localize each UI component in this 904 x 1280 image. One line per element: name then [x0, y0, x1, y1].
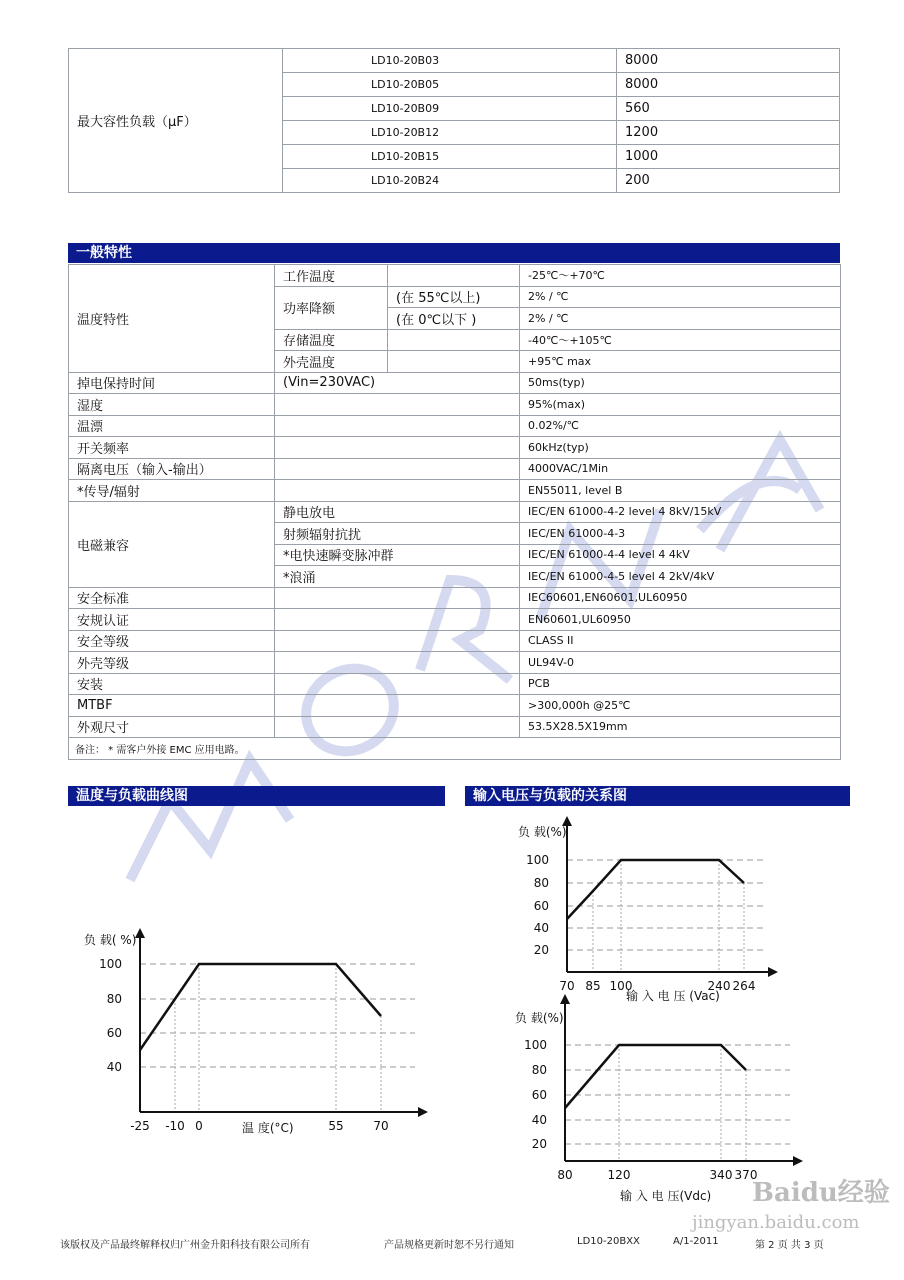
footer-version: A/1-2011: [673, 1236, 719, 1247]
value-cell: 560: [617, 97, 840, 121]
mounting-value: PCB: [520, 673, 841, 695]
humidity-label: 湿度: [69, 394, 275, 416]
emc-label: 电磁兼容: [69, 501, 275, 587]
case-grade-value: UL94V-0: [520, 652, 841, 674]
isolation-value: 4000VAC/1Min: [520, 458, 841, 480]
case-grade-label: 外壳等级: [69, 652, 275, 674]
derating-value: 2% / ℃: [520, 308, 841, 330]
y-tick-label: 80: [533, 876, 549, 890]
y-tick-label: 60: [531, 1088, 547, 1102]
derating-label: 功率降额: [275, 286, 388, 329]
x-tick-label: 0: [195, 1119, 203, 1133]
holdup-value: 50ms(typ): [520, 372, 841, 394]
safety-std-label: 安全标准: [69, 587, 275, 609]
esd-value: IEC/EN 61000-4-2 level 4 8kV/15kV: [520, 501, 841, 523]
surge-value: IEC/EN 61000-4-5 level 4 2kV/4kV: [520, 566, 841, 588]
y-tick-label: 100: [526, 853, 549, 867]
mtbf-label: MTBF: [69, 695, 275, 717]
isolation-label: 隔离电压（输入-输出）: [69, 458, 275, 480]
y-tick-label: 100: [99, 957, 122, 971]
x-axis-label: 输 入 电 压(Vdc): [620, 1189, 712, 1203]
y-axis-label: 负 载(%): [515, 1011, 564, 1025]
rs-value: IEC/EN 61000-4-3: [520, 523, 841, 545]
esd-label: 静电放电: [275, 501, 520, 523]
model-cell: LD10-20B03: [283, 49, 617, 73]
freq-label: 开关频率: [69, 437, 275, 459]
x-tick-label: 340: [709, 1168, 733, 1182]
x-tick-label: 370: [734, 1168, 758, 1182]
surge-label: *浪涌: [275, 566, 520, 588]
x-tick-label: 55: [328, 1119, 344, 1133]
footer-copyright: 该版权及产品最终解释权归广州金升阳科技有限公司所有: [60, 1240, 310, 1251]
y-axis-arrow: [560, 994, 570, 1004]
y-tick-label: 60: [106, 1026, 122, 1040]
storage-temp-value: -40℃～+105℃: [520, 329, 841, 351]
emission-value: EN55011, level B: [520, 480, 841, 502]
footer-model: LD10-20BXX: [577, 1236, 640, 1247]
x-tick-label: 70: [373, 1119, 389, 1133]
x-axis-label: 输 入 电 压 (Vac): [626, 989, 720, 1003]
x-tick-label: 85: [585, 979, 601, 993]
input-chart-header: 输入电压与负载的关系图: [465, 786, 850, 806]
model-cell: LD10-20B15: [283, 145, 617, 169]
x-tick-label: 80: [557, 1168, 573, 1182]
x-tick-label: 264: [732, 979, 756, 993]
operating-temp-label: 工作温度: [275, 265, 388, 287]
model-cell: LD10-20B05: [283, 73, 617, 97]
x-axis-label: 温 度(°C): [242, 1121, 294, 1135]
derating-value: 2% / ℃: [520, 286, 841, 308]
operating-temp-value: -25℃～+70℃: [520, 265, 841, 287]
y-axis-label: 负 载( %): [84, 933, 137, 947]
y-tick-label: 40: [106, 1060, 122, 1074]
y-tick-label: 60: [533, 899, 549, 913]
mtbf-value: >300,000h @25℃: [520, 695, 841, 717]
footer-notice: 产品规格更新时恕不另行通知: [384, 1240, 514, 1251]
y-tick-label: 80: [531, 1063, 547, 1077]
dimensions-label: 外观尺寸: [69, 716, 275, 738]
x-tick-label: -25: [130, 1119, 150, 1133]
model-cell: LD10-20B09: [283, 97, 617, 121]
model-cell: LD10-20B24: [283, 169, 617, 193]
eft-value: IEC/EN 61000-4-4 level 4 4kV: [520, 544, 841, 566]
y-tick-label: 40: [531, 1113, 547, 1127]
safety-std-value: IEC60601,EN60601,UL60950: [520, 587, 841, 609]
y-tick-label: 40: [533, 921, 549, 935]
x-axis-arrow: [793, 1156, 803, 1166]
x-tick-label: 120: [607, 1168, 631, 1182]
eft-label: *电快速瞬变脉冲群: [275, 544, 520, 566]
derating-condition: (在 0℃以下 ): [388, 308, 520, 330]
mounting-label: 安装: [69, 673, 275, 695]
dimensions-value: 53.5X28.5X19mm: [520, 716, 841, 738]
holdup-label: 掉电保持时间: [69, 372, 275, 394]
value-cell: 200: [617, 169, 840, 193]
safety-cert-value: EN60601,UL60950: [520, 609, 841, 631]
model-cell: LD10-20B12: [283, 121, 617, 145]
general-section-header: 一般特性: [68, 243, 840, 263]
y-tick-label: 20: [533, 943, 549, 957]
temp-label: 温度特性: [69, 265, 275, 373]
y-axis-label: 负 载(%): [518, 825, 567, 839]
derating-condition: (在 55℃以上): [388, 286, 520, 308]
value-cell: 1000: [617, 145, 840, 169]
capacitive-load-label: 最大容性负载（μF）: [69, 49, 283, 193]
y-tick-label: 100: [524, 1038, 547, 1052]
safety-class-value: CLASS II: [520, 630, 841, 652]
value-cell: 1200: [617, 121, 840, 145]
case-temp-label: 外壳温度: [275, 351, 388, 373]
y-tick-label: 80: [106, 992, 122, 1006]
x-tick-label: 100: [609, 979, 633, 993]
y-tick-label: 20: [531, 1137, 547, 1151]
temp-chart-header: 温度与负载曲线图: [68, 786, 445, 806]
case-temp-value: +95℃ max: [520, 351, 841, 373]
freq-value: 60kHz(typ): [520, 437, 841, 459]
drift-value: 0.02%/℃: [520, 415, 841, 437]
drift-label: 温漂: [69, 415, 275, 437]
x-tick-label: 70: [559, 979, 575, 993]
load-curve: [565, 1045, 746, 1108]
humidity-value: 95%(max): [520, 394, 841, 416]
x-tick-label: 240: [707, 979, 731, 993]
storage-temp-label: 存储温度: [275, 329, 388, 351]
baidu-url: jingyan.baidu.com: [692, 1212, 860, 1233]
safety-class-label: 安全等级: [69, 630, 275, 652]
table-note: 备注： * 需客户外接 EMC 应用电路。: [69, 738, 841, 760]
emission-label: *传导/辐射: [69, 480, 275, 502]
baidu-logo: Baidu经验: [752, 1178, 890, 1208]
value-cell: 8000: [617, 49, 840, 73]
safety-cert-label: 安规认证: [69, 609, 275, 631]
holdup-condition: (Vin=230VAC): [275, 372, 520, 394]
footer-page: 第 2 页 共 3 页: [755, 1240, 824, 1251]
value-cell: 8000: [617, 73, 840, 97]
rs-label: 射频辐射抗扰: [275, 523, 520, 545]
x-tick-label: -10: [165, 1119, 185, 1133]
